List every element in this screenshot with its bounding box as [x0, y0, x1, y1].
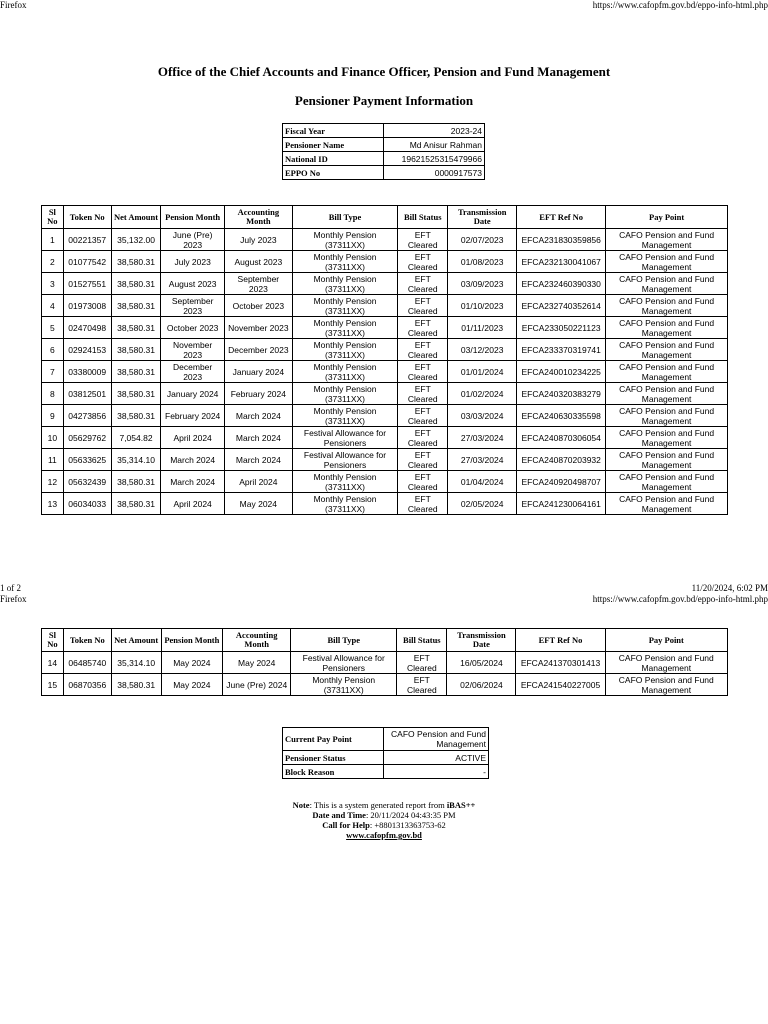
cell-net-amount: 38,580.31 [111, 674, 161, 696]
pensioner-name-value: Md Anisur Rahman [384, 138, 485, 152]
cell-bill-status: EFT Cleared [398, 317, 448, 339]
note-text: : This is a system generated report from [309, 800, 447, 810]
column-header-transmission-date: Transmission Date [447, 629, 516, 652]
column-header-bill-type: Bill Type [292, 206, 398, 229]
cell-bill-status: EFT Cleared [398, 339, 448, 361]
datetime-label: Date and Time [312, 810, 366, 820]
table-header-row [42, 206, 728, 229]
cell-net-amount: 38,580.31 [111, 493, 161, 515]
cell-net-amount: 7,054.82 [111, 427, 161, 449]
cell-bill-type: Monthly Pension (37311XX) [292, 361, 398, 383]
cell-net-amount: 38,580.31 [111, 317, 161, 339]
column-header-token-no: Token No [63, 629, 111, 652]
cell-pay-point: CAFO Pension and Fund Management [606, 405, 728, 427]
cell-pay-point: CAFO Pension and Fund Management [606, 471, 728, 493]
cell-pay-point: CAFO Pension and Fund Management [606, 339, 728, 361]
cell-pension-month: July 2023 [161, 251, 225, 273]
cell-sl-no: 6 [42, 339, 64, 361]
cell-bill-type: Monthly Pension (37311XX) [292, 273, 398, 295]
block-reason-value: - [384, 765, 489, 779]
cell-net-amount: 35,132.00 [111, 229, 161, 251]
info-label: Fiscal Year [283, 124, 384, 138]
cell-bill-type: Monthly Pension (37311XX) [292, 317, 398, 339]
cell-pension-month: August 2023 [161, 273, 225, 295]
cell-pension-month: March 2024 [161, 449, 225, 471]
column-header-accounting-month: Accounting Month [223, 629, 291, 652]
cell-pension-month: September 2023 [161, 295, 225, 317]
cell-pay-point: CAFO Pension and Fund Management [606, 251, 728, 273]
info-label: Block Reason [283, 765, 384, 779]
cell-token-no: 06870356 [63, 674, 111, 696]
cell-sl-no: 1 [42, 229, 64, 251]
info-row [283, 124, 485, 138]
column-header-bill-status: Bill Status [398, 206, 448, 229]
cell-pension-month: May 2024 [161, 652, 223, 674]
note-label: Note [292, 800, 310, 810]
cell-bill-status: EFT Cleared [398, 471, 448, 493]
cell-transmission-date: 01/11/2023 [448, 317, 517, 339]
cell-accounting-month: July 2023 [224, 229, 292, 251]
cell-transmission-date: 02/07/2023 [448, 229, 517, 251]
cell-transmission-date: 27/03/2024 [448, 427, 517, 449]
note-line [0, 800, 768, 810]
cell-accounting-month: February 2024 [224, 383, 292, 405]
cell-pension-month: May 2024 [161, 674, 223, 696]
cell-bill-type: Monthly Pension (37311XX) [292, 471, 398, 493]
cell-bill-type: Monthly Pension (37311XX) [292, 405, 398, 427]
cell-sl-no: 4 [42, 295, 64, 317]
national-id-value: 19621525315479966 [384, 152, 485, 166]
cell-eft-ref-no: EFCA232740352614 [517, 295, 606, 317]
cell-eft-ref-no: EFCA241540227005 [516, 674, 605, 696]
column-header-pay-point: Pay Point [605, 629, 727, 652]
status-table [282, 727, 489, 779]
table-row [42, 361, 728, 383]
column-header-net-amount: Net Amount [111, 206, 161, 229]
cell-sl-no: 14 [42, 652, 64, 674]
cell-pension-month: February 2024 [161, 405, 225, 427]
table-row [42, 652, 728, 674]
cell-bill-type: Monthly Pension (37311XX) [292, 493, 398, 515]
table-row [42, 251, 728, 273]
cell-pay-point: CAFO Pension and Fund Management [606, 295, 728, 317]
cell-bill-status: EFT Cleared [398, 405, 448, 427]
cell-bill-status: EFT Cleared [397, 674, 447, 696]
table-row [42, 405, 728, 427]
info-row [283, 765, 489, 779]
cell-pension-month: November 2023 [161, 339, 225, 361]
datetime-value: : 20/11/2024 04:43:35 PM [365, 810, 456, 820]
column-header-accounting-month: Accounting Month [224, 206, 292, 229]
column-header-eft-ref-no: EFT Ref No [516, 629, 605, 652]
note-system: iBAS++ [446, 800, 476, 810]
cell-eft-ref-no: EFCA240870306054 [517, 427, 606, 449]
cell-sl-no: 7 [42, 361, 64, 383]
cell-pay-point: CAFO Pension and Fund Management [606, 427, 728, 449]
cell-bill-status: EFT Cleared [398, 251, 448, 273]
info-label: Pensioner Status [283, 751, 384, 765]
cell-eft-ref-no: EFCA232130041067 [517, 251, 606, 273]
cell-transmission-date: 01/02/2024 [448, 383, 517, 405]
cell-net-amount: 38,580.31 [111, 251, 161, 273]
help-value: : +8801313363753-62 [369, 820, 446, 830]
cell-pay-point: CAFO Pension and Fund Management [606, 383, 728, 405]
report-note [0, 800, 768, 840]
cell-eft-ref-no: EFCA233370319741 [517, 339, 606, 361]
office-title: Office of the Chief Accounts and Finance Officer, Pension and Fund Management [157, 64, 611, 79]
fiscal-year-value: 2023-24 [384, 124, 485, 138]
column-header-token-no: Token No [63, 206, 111, 229]
cell-eft-ref-no: EFCA241230064161 [517, 493, 606, 515]
cell-accounting-month: March 2024 [224, 449, 292, 471]
cell-bill-type: Festival Allowance for Pensioners [292, 427, 398, 449]
cell-net-amount: 38,580.31 [111, 339, 161, 361]
table-row [42, 295, 728, 317]
cell-net-amount: 38,580.31 [111, 405, 161, 427]
cell-eft-ref-no: EFCA240320383279 [517, 383, 606, 405]
cell-sl-no: 11 [42, 449, 64, 471]
cell-sl-no: 8 [42, 383, 64, 405]
cell-transmission-date: 03/09/2023 [448, 273, 517, 295]
cell-transmission-date: 01/10/2023 [448, 295, 517, 317]
cell-token-no: 01077542 [63, 251, 111, 273]
cell-accounting-month: May 2024 [223, 652, 291, 674]
cell-sl-no: 3 [42, 273, 64, 295]
cell-net-amount: 38,580.31 [111, 295, 161, 317]
cell-eft-ref-no: EFCA240010234225 [517, 361, 606, 383]
cell-token-no: 03812501 [63, 383, 111, 405]
cell-sl-no: 13 [42, 493, 64, 515]
cell-accounting-month: May 2024 [224, 493, 292, 515]
cell-accounting-month: March 2024 [224, 427, 292, 449]
info-row [283, 728, 489, 751]
cell-bill-type: Monthly Pension (37311XX) [292, 229, 398, 251]
cell-accounting-month: September 2023 [224, 273, 292, 295]
cell-transmission-date: 02/06/2024 [447, 674, 516, 696]
cell-transmission-date: 27/03/2024 [448, 449, 517, 471]
cell-transmission-date: 01/08/2023 [448, 251, 517, 273]
info-row [283, 138, 485, 152]
cell-bill-type: Festival Allowance for Pensioners [291, 652, 397, 674]
cell-transmission-date: 01/04/2024 [448, 471, 517, 493]
cell-pension-month: March 2024 [161, 471, 225, 493]
cell-token-no: 05632439 [63, 471, 111, 493]
eppo-value: 0000917573 [384, 166, 485, 180]
cell-eft-ref-no: EFCA240870203932 [517, 449, 606, 471]
cell-bill-type: Monthly Pension (37311XX) [292, 339, 398, 361]
cell-token-no: 04273856 [63, 405, 111, 427]
table-row [42, 339, 728, 361]
cell-sl-no: 5 [42, 317, 64, 339]
cell-net-amount: 38,580.31 [111, 471, 161, 493]
report-title: Pensioner Payment Information [294, 93, 474, 108]
cell-pay-point: CAFO Pension and Fund Management [605, 652, 727, 674]
column-header-sl-no: Sl No [42, 629, 64, 652]
info-label: EPPO No [283, 166, 384, 180]
cell-bill-status: EFT Cleared [398, 295, 448, 317]
datetime-line [0, 810, 768, 820]
info-label: Pensioner Name [283, 138, 384, 152]
cell-accounting-month: January 2024 [224, 361, 292, 383]
cell-accounting-month: October 2023 [224, 295, 292, 317]
cell-eft-ref-no: EFCA233050221123 [517, 317, 606, 339]
cell-pay-point: CAFO Pension and Fund Management [605, 674, 727, 696]
cell-sl-no: 9 [42, 405, 64, 427]
cell-pay-point: CAFO Pension and Fund Management [606, 317, 728, 339]
table-row [42, 273, 728, 295]
payment-table-page2 [41, 628, 728, 696]
column-header-transmission-date: Transmission Date [448, 206, 517, 229]
cell-token-no: 00221357 [63, 229, 111, 251]
cell-pay-point: CAFO Pension and Fund Management [606, 449, 728, 471]
cell-transmission-date: 01/01/2024 [448, 361, 517, 383]
cell-bill-status: EFT Cleared [398, 383, 448, 405]
info-row [283, 166, 485, 180]
cell-transmission-date: 16/05/2024 [447, 652, 516, 674]
cell-bill-status: EFT Cleared [398, 273, 448, 295]
help-line [0, 820, 768, 830]
cell-transmission-date: 03/12/2023 [448, 339, 517, 361]
cell-bill-status: EFT Cleared [398, 427, 448, 449]
cell-token-no: 03380009 [63, 361, 111, 383]
payment-table-page1 [41, 205, 728, 515]
pensioner-info-table [282, 123, 485, 180]
cell-transmission-date: 02/05/2024 [448, 493, 517, 515]
column-header-eft-ref-no: EFT Ref No [517, 206, 606, 229]
print-datetime: 11/20/2024, 6:02 PM [691, 583, 768, 593]
info-row [283, 152, 485, 166]
cell-token-no: 02924153 [63, 339, 111, 361]
cell-bill-type: Monthly Pension (37311XX) [292, 383, 398, 405]
cell-accounting-month: April 2024 [224, 471, 292, 493]
cell-pension-month: April 2024 [161, 493, 225, 515]
table-header-row [42, 629, 728, 652]
cell-pension-month: April 2024 [161, 427, 225, 449]
cell-token-no: 06034033 [63, 493, 111, 515]
website-link[interactable]: www.cafopfm.gov.bd [346, 830, 422, 840]
column-header-pay-point: Pay Point [606, 206, 728, 229]
cell-sl-no: 2 [42, 251, 64, 273]
cell-pay-point: CAFO Pension and Fund Management [606, 361, 728, 383]
cell-token-no: 01527551 [63, 273, 111, 295]
cell-token-no: 05633625 [63, 449, 111, 471]
cell-net-amount: 38,580.31 [111, 383, 161, 405]
cell-sl-no: 10 [42, 427, 64, 449]
cell-net-amount: 35,314.10 [111, 652, 161, 674]
cell-net-amount: 38,580.31 [111, 273, 161, 295]
page-url[interactable]: https://www.cafopfm.gov.bd/eppo-info-html.php [592, 0, 768, 10]
cell-pay-point: CAFO Pension and Fund Management [606, 273, 728, 295]
cell-transmission-date: 03/03/2024 [448, 405, 517, 427]
help-label: Call for Help [322, 820, 370, 830]
cell-eft-ref-no: EFCA241370301413 [516, 652, 605, 674]
table-row [42, 383, 728, 405]
column-header-pension-month: Pension Month [161, 206, 225, 229]
cell-bill-status: EFT Cleared [398, 493, 448, 515]
table-row [42, 493, 728, 515]
cell-pay-point: CAFO Pension and Fund Management [606, 493, 728, 515]
cell-eft-ref-no: EFCA240920498707 [517, 471, 606, 493]
cell-token-no: 05629762 [63, 427, 111, 449]
cell-net-amount: 35,314.10 [111, 449, 161, 471]
table-row [42, 674, 728, 696]
cell-accounting-month: March 2024 [224, 405, 292, 427]
cell-pension-month: January 2024 [161, 383, 225, 405]
table-row [42, 317, 728, 339]
browser-name: Firefox [0, 594, 27, 604]
cell-bill-type: Festival Allowance for Pensioners [292, 449, 398, 471]
cell-bill-type: Monthly Pension (37311XX) [291, 674, 397, 696]
cell-sl-no: 12 [42, 471, 64, 493]
cell-pension-month: June (Pre) 2023 [161, 229, 225, 251]
cell-pay-point: CAFO Pension and Fund Management [606, 229, 728, 251]
cell-bill-type: Monthly Pension (37311XX) [292, 251, 398, 273]
cell-bill-status: EFT Cleared [398, 229, 448, 251]
cell-sl-no: 15 [42, 674, 64, 696]
info-label: National ID [283, 152, 384, 166]
table-row [42, 471, 728, 493]
table-row [42, 229, 728, 251]
cell-net-amount: 38,580.31 [111, 361, 161, 383]
cell-eft-ref-no: EFCA231830359856 [517, 229, 606, 251]
column-header-pension-month: Pension Month [161, 629, 223, 652]
column-header-bill-status: Bill Status [397, 629, 447, 652]
cell-eft-ref-no: EFCA240630335598 [517, 405, 606, 427]
info-label: Current Pay Point [283, 728, 384, 751]
cell-bill-status: EFT Cleared [398, 361, 448, 383]
cell-pension-month: October 2023 [161, 317, 225, 339]
table-row [42, 427, 728, 449]
cell-accounting-month: June (Pre) 2024 [223, 674, 291, 696]
column-header-net-amount: Net Amount [111, 629, 161, 652]
column-header-bill-type: Bill Type [291, 629, 397, 652]
cell-bill-status: EFT Cleared [397, 652, 447, 674]
cell-token-no: 01973008 [63, 295, 111, 317]
table-row [42, 449, 728, 471]
page-number: 1 of 2 [0, 583, 21, 593]
cell-bill-type: Monthly Pension (37311XX) [292, 295, 398, 317]
cell-token-no: 06485740 [63, 652, 111, 674]
cell-accounting-month: December 2023 [224, 339, 292, 361]
cell-accounting-month: August 2023 [224, 251, 292, 273]
cell-token-no: 02470498 [63, 317, 111, 339]
cell-eft-ref-no: EFCA232460390330 [517, 273, 606, 295]
pay-point-value: CAFO Pension and Fund Management [384, 728, 489, 751]
pensioner-status-value: ACTIVE [384, 751, 489, 765]
info-row [283, 751, 489, 765]
browser-name: Firefox [0, 0, 27, 10]
cell-pension-month: December 2023 [161, 361, 225, 383]
page-url[interactable]: https://www.cafopfm.gov.bd/eppo-info-html.php [592, 594, 768, 604]
column-header-sl-no: Sl No [42, 206, 64, 229]
website-line [0, 830, 768, 840]
cell-accounting-month: November 2023 [224, 317, 292, 339]
cell-bill-status: EFT Cleared [398, 449, 448, 471]
